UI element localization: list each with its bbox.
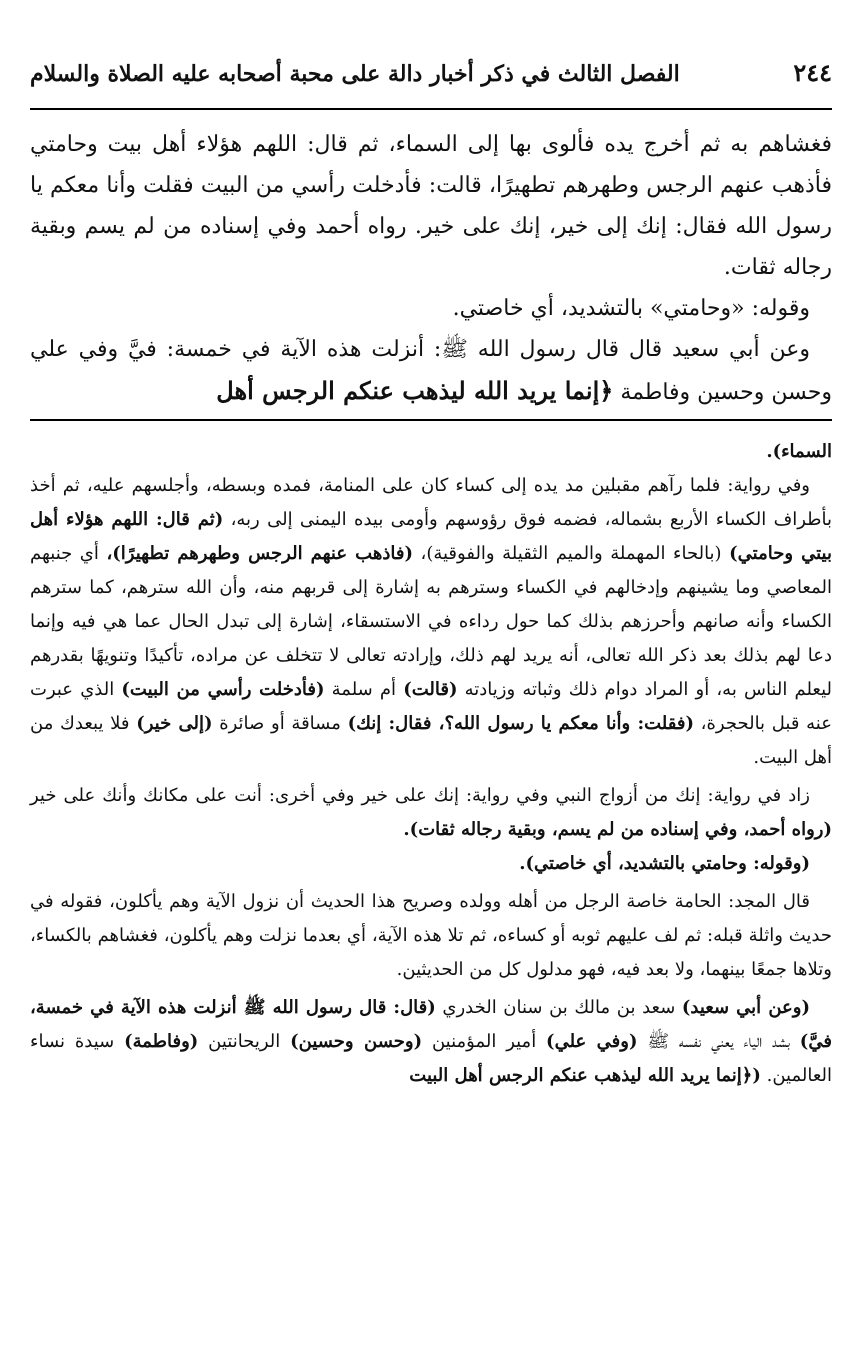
hadith-text-block (30, 124, 832, 413)
hadith-paragraph-3-text: وعن أبي سعيد قال قال رسول الله ﷺ: أنزلت هذه الآية في خمسة: فيَّ وفي علي وحسن وحسين وفاطمة (30, 337, 832, 405)
c2k: مساقة أو صائرة (219, 713, 341, 734)
c6a: (وعن أبي سعيد) (681, 997, 810, 1018)
commentary-continuation: السماء). (766, 441, 832, 462)
c2e: أي جنبهم المعاصي وما يشينهم وإدخالهم في الكساء وسترهم به إشارة إلى قربهم منه، وأن الله سترهم، كما سترهم الكساء وأنه صانهم وأحرزهم بذلك كما حول رداءه في الاستسقاء، إشارة إلى تبدل الحال عما هي فيه وإنما دعا لهم بذلك بعد ذكر الله تعالى، أنه يريد لهم ذلك، وإرادته تعالى لا تتخلف عن مراده، تأكيدًا وتنويهًا بقدرهم ليعلم الناس به، أو المراد دوام ذلك وثباته وزيادته (30, 543, 833, 700)
c2j: (فقلت: وأنا معكم يا رسول الله؟، فقال: إنك) (347, 713, 694, 734)
section-rule (30, 419, 832, 421)
page-number: ٢٤٤ (793, 58, 832, 87)
commentary-paragraph-3: (وقوله: وحامتي بالتشديد، أي خاصتي). (519, 853, 810, 874)
header-rule (30, 108, 832, 110)
c6d: بشد الياء يعني نفسه ﷺ (647, 1031, 790, 1052)
commentary-paragraph-4: قال المجد: الحامة خاصة الرجل من أهله وولده وصريح هذا الحديث أن نزول الآية وهم يأكلون، فقوله في حديث واثلة قبله: ثم لف عليهم ثوبه أو كساءه، ثم تلا هذه الآية، أي بعدما نزلت وهم يأكلون، فغشاهم بالكساء، وتلاها جمعًا بينهما، ولا بعد فيه، فهو مدلول كل من الحديثين. (30, 891, 832, 980)
c2h: (فأدخلت رأسي من البيت) (121, 679, 325, 700)
c6f: أمير المؤمنين (431, 1031, 537, 1052)
quran-verse: ﴿إنما يريد الله ليذهب عنكم الرجس أهل (216, 376, 614, 405)
c6c: (قال: قال رسول الله ﷺ أنزلت هذه الآية في خمسة، فيَّ) (30, 997, 832, 1052)
c2m: فلا يبعدك من أهل البيت. (30, 713, 832, 768)
commentary-paragraph-1 (30, 469, 832, 775)
c2b: (ثم قال: اللهم هؤلاء أهل بيتي وحامتي) (30, 509, 832, 564)
c6h: الريحانتين (208, 1031, 281, 1052)
commentary-paragraph-5 (30, 991, 832, 1093)
c2l: (إلى خير) (136, 713, 213, 734)
c2c: (بالحاء المهملة والميم الثقيلة والفوقية)، (420, 543, 722, 564)
commentary-block (30, 435, 832, 1093)
c2a: وفي رواية: فلما رآهم مقبلين مد يده إلى كساء كان على المنامة، فمده وبسطه، وأجلسهم عليه، ثم أخذ بأطراف الكساء الأربع بشماله، فضمه فوق رؤوسهم وأومى بيده اليمنى إلى ربه، (30, 475, 832, 530)
chapter-title: الفصل الثالث في ذكر أخبار دالة على محبة أصحابه عليه الصلاة والسلام (30, 61, 680, 87)
hadith-paragraph-2: وقوله: «وحامتي» بالتشديد، أي خاصتي. (452, 296, 810, 321)
c3a: زاد في رواية: إنك من أزواج النبي وفي رواية: إنك على خير وفي أخرى: أنت على مكانك وأنك على خير (30, 785, 810, 806)
c6i: (وفاطمة) (124, 1031, 199, 1052)
c2g: أم سلمة (331, 679, 397, 700)
page-header (30, 0, 832, 106)
c2i: الذي عبرت عنه قبل بالحجرة، (30, 679, 832, 734)
c3b: (رواه أحمد، وفي إسناده من لم يسم، وبقية رجاله ثقات). (403, 819, 832, 840)
c2f: (قالت) (403, 679, 458, 700)
c2d: (فاذهب عنهم الرجس وطهرهم تطهيرًا)، (106, 543, 413, 564)
commentary-paragraph-2 (30, 779, 832, 847)
c6g: (وحسن وحسين) (290, 1031, 423, 1052)
c6b: سعد بن مالك بن سنان الخدري (442, 997, 676, 1018)
c6e: (وفي علي) (546, 1031, 638, 1052)
c6k: (﴿إنما يريد الله ليذهب عنكم الرجس أهل البيت (409, 1065, 761, 1086)
c6j: سيدة نساء العالمين. (30, 1031, 832, 1086)
hadith-paragraph-3 (30, 329, 832, 413)
hadith-paragraph-1: فغشاهم به ثم أخرج يده فألوى بها إلى السماء، ثم قال: اللهم هؤلاء أهل بيت وحامتي فأذهب عنهم الرجس وطهرهم تطهيرًا، قالت: فأدخلت رأسي من البيت فقلت وأنا معكم يا رسول الله فقال: إنك إلى خير، إنك على خير. رواه أحمد وفي إسناده من لم يسم وبقية رجاله ثقات. (30, 132, 832, 280)
